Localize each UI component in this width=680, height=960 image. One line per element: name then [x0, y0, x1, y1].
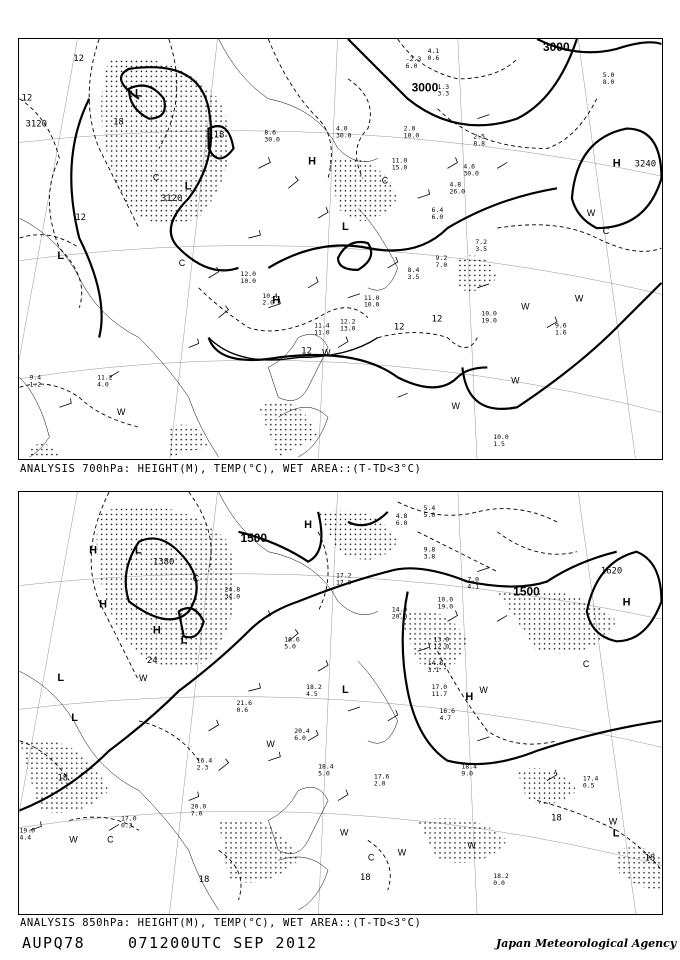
station-dewpoint-depression: 11.7 [431, 690, 448, 699]
system-marker: L [134, 87, 142, 100]
station-temp: 8.4 [407, 265, 420, 274]
station-dewpoint-depression: 8.0 [602, 77, 615, 86]
chart-id: AUPQ78 [22, 934, 86, 952]
station-temp: 4.0 [336, 124, 348, 133]
temp-label: 12 [75, 213, 87, 224]
station-temp: 2.0 [403, 124, 416, 133]
station-temp: 20.4 [294, 726, 310, 735]
system-marker: L [71, 711, 78, 724]
system-marker: W [69, 834, 78, 845]
system-marker: W [340, 827, 349, 838]
system-marker: L [612, 827, 620, 840]
system-marker: C [192, 573, 200, 584]
system-marker: H [272, 294, 281, 307]
system-marker: L [134, 544, 142, 557]
station-temp: 7.0 [467, 575, 480, 584]
system-marker: L [57, 249, 65, 262]
station-dewpoint-depression: 19.0 [437, 602, 454, 611]
station-dewpoint-depression: 10.0 [403, 131, 420, 140]
system-marker: H [99, 598, 108, 611]
station-temp: 24.8 [224, 585, 241, 594]
temp-label: 12 [431, 314, 443, 325]
temp-label: 18 [359, 873, 371, 884]
system-marker: H [622, 596, 631, 609]
height-label: 1380 [152, 557, 175, 568]
height-label: 3000 [543, 39, 570, 54]
station-temp: 10.0 [481, 309, 497, 318]
station-dewpoint-depression: 11.0 [314, 328, 330, 337]
station-dewpoint-depression: 9.0 [461, 769, 474, 778]
station-temp: 11.0 [391, 156, 408, 165]
height-label: 1500 [240, 530, 268, 545]
station-temp: 5.4 [423, 503, 436, 512]
station-dewpoint-depression: 3.5 [475, 244, 488, 253]
station-temp: 18.2 [306, 683, 322, 692]
station-dewpoint-depression: 3.1 [427, 666, 440, 675]
station-temp: 14.0 [391, 605, 408, 614]
station-temp: 17.0 [431, 683, 448, 692]
station-dewpoint-depression: 15.0 [391, 163, 408, 172]
system-marker: W [451, 401, 460, 412]
station-dewpoint-depression: 6.0 [395, 518, 408, 527]
station-temp: 21.6 [236, 698, 253, 707]
system-marker: C [107, 834, 114, 845]
panel-caption-700hpa: ANALYSIS 700hPa: HEIGHT(M), TEMP(°C), WET AREA::(T-TD<3°C) [20, 463, 422, 475]
station-temp: 4.8 [449, 180, 462, 189]
system-marker: W [511, 375, 520, 386]
wet-areas [29, 54, 497, 457]
height-label: 3000 [411, 80, 439, 95]
station-temp: 10.4 [262, 291, 278, 300]
height-label: 3120 [25, 119, 48, 130]
station-dewpoint-depression: 1.5 [493, 440, 505, 449]
height-label: 1500 [513, 584, 540, 599]
station-dewpoint-depression: 13.0 [340, 324, 356, 333]
station-dewpoint-depression: 3.5 [407, 272, 420, 281]
station-dewpoint-depression: 20.0 [391, 612, 408, 621]
station-temp: 18.4 [318, 762, 334, 771]
station-temp: 17.4 [582, 774, 599, 783]
system-marker: W [322, 347, 331, 358]
station-dewpoint-depression: 1.2 [29, 380, 42, 389]
station-temp: 5.0 [602, 70, 615, 79]
station-temp: 1.3 [437, 82, 450, 91]
map-850hpa-svg [19, 492, 662, 914]
system-marker: W [266, 738, 275, 749]
station-temp: 19.0 [19, 826, 36, 835]
temp-label: 12 [21, 93, 33, 104]
station-dewpoint-depression: 4.0 [97, 380, 109, 389]
station-temp: 17.0 [121, 814, 137, 823]
station-dewpoint-depression: 10.0 [363, 300, 380, 309]
station-temp: 2.5 [473, 132, 486, 141]
station-dewpoint-depression: 4.4 [19, 833, 32, 842]
station-temp: 8.6 [264, 128, 277, 137]
height-label: 1620 [600, 566, 623, 577]
station-temp: 13.0 [433, 635, 450, 644]
system-marker: C [152, 172, 160, 183]
station-dewpoint-depression: 4.7 [439, 713, 452, 722]
station-temp: 11.2 [97, 373, 113, 382]
station-temp: 9.2 [435, 253, 448, 262]
station-temp: 4.1 [427, 46, 440, 55]
station-temp: 12.2 [340, 317, 356, 326]
station-dewpoint-depression: 1.6 [554, 328, 567, 337]
system-marker: H [89, 544, 98, 557]
system-marker: C [178, 257, 186, 268]
system-marker: H [152, 624, 161, 637]
temp-label: 18 [113, 117, 124, 128]
station-temp: 16.4 [196, 756, 213, 765]
station-temp: 17.2 [336, 571, 352, 580]
system-marker: L [341, 684, 349, 697]
system-marker: C [602, 226, 610, 237]
station-temp: 20.0 [190, 802, 207, 811]
system-marker: H [304, 518, 313, 531]
height-label: 3120 [160, 194, 183, 205]
height-label: 3240 [634, 159, 657, 170]
station-dewpoint-depression: 30.0 [463, 169, 479, 178]
system-marker: W [608, 816, 618, 827]
station-dewpoint-depression: 30.0 [264, 135, 280, 144]
station-dewpoint-depression: 19.0 [481, 316, 497, 325]
system-marker: W [117, 407, 126, 418]
station-dewpoint-depression: 17.0 [336, 578, 352, 587]
system-marker: L [180, 634, 188, 647]
station-dewpoint-depression: 30.0 [336, 131, 352, 140]
system-marker: L [206, 129, 214, 142]
temp-label: 18 [57, 773, 69, 784]
station-dewpoint-depression: 4.1 [467, 582, 480, 591]
station-temp: 12.0 [240, 269, 257, 278]
panel-caption-850hpa: ANALYSIS 850hPa: HEIGHT(M), TEMP(°C), WET AREA::(T-TD<3°C) [20, 917, 422, 929]
system-marker: L [57, 672, 65, 685]
station-temp: 9.4 [29, 373, 42, 382]
map-panel-700hpa [18, 38, 663, 460]
station-dewpoint-depression: 10.0 [240, 276, 257, 285]
station-temp: 11.0 [363, 293, 380, 302]
station-temp: 6.4 [431, 206, 444, 215]
temp-label: 18 [198, 875, 210, 886]
station-temp: 18.2 [493, 872, 509, 881]
station-dewpoint-depression: 5.0 [318, 769, 330, 778]
temp-label: 12 [301, 346, 312, 357]
station-dewpoint-depression: 6.0 [431, 213, 444, 222]
system-marker: W [397, 847, 407, 858]
station-temp: 11.4 [314, 321, 330, 330]
temp-label: 18 [551, 813, 562, 824]
station-dewpoint-depression: 2.3 [196, 763, 209, 772]
map-panel-850hpa [18, 491, 663, 915]
station-dewpoint-depression: 7.0 [435, 260, 448, 269]
temp-label: 18 [644, 853, 656, 864]
system-marker: W [521, 301, 530, 312]
temp-label: 18 [213, 130, 225, 141]
station-dewpoint-depression: 5.0 [284, 642, 296, 651]
system-marker: L [184, 180, 192, 193]
system-marker: H [612, 157, 621, 170]
station-dewpoint-depression: 0.5 [582, 781, 595, 790]
station-dewpoint-depression: 0.0 [493, 879, 505, 888]
station-dewpoint-depression: 0.6 [236, 705, 249, 714]
station-temp: 17.6 [373, 772, 390, 781]
system-marker: C [367, 852, 375, 863]
station-dewpoint-depression: 2.0 [262, 298, 275, 307]
system-marker: C [582, 659, 590, 670]
station-dewpoint-depression: 0.6 [427, 53, 440, 62]
station-dewpoint-depression: 12.0 [433, 642, 450, 651]
station-temp: 18.4 [461, 762, 477, 771]
system-marker: W [574, 293, 584, 304]
station-dewpoint-depression: 7.0 [190, 809, 203, 818]
station-dewpoint-depression: 26.0 [449, 187, 466, 196]
station-temp: 4.8 [395, 511, 408, 520]
temp-label: 24 [146, 656, 158, 667]
system-marker: H [308, 155, 317, 168]
station-dewpoint-depression: 6.0 [294, 733, 306, 742]
station-dewpoint-depression: 4.5 [306, 690, 318, 699]
station-temp: -2.3 [405, 54, 422, 63]
map-700hpa-svg [19, 39, 662, 459]
system-marker: W [586, 208, 596, 219]
temp-label: 12 [393, 322, 405, 333]
station-temp: 7.2 [475, 238, 488, 247]
station-dewpoint-depression: 34.0 [224, 592, 241, 601]
station-dewpoint-depression: 3.3 [437, 89, 450, 98]
station-dewpoint-depression: 6.0 [405, 61, 418, 70]
station-dewpoint-depression: 2.0 [373, 779, 386, 788]
station-temp: 16.6 [439, 706, 456, 715]
station-temp: 9.6 [554, 321, 567, 330]
station-temp: 10.0 [437, 595, 454, 604]
station-temp: 9.8 [423, 545, 436, 554]
system-marker: L [341, 221, 349, 234]
station-temp: 14.8 [427, 659, 444, 668]
station-dewpoint-depression: 3.8 [423, 552, 436, 561]
system-marker: C [381, 175, 389, 186]
system-marker: H [465, 691, 474, 704]
station-temp: 10.0 [493, 433, 509, 442]
system-marker: W [138, 673, 148, 684]
station-dewpoint-depression: 0.3 [121, 821, 133, 830]
station-temp: 4.6 [463, 162, 476, 171]
system-marker: W [479, 685, 488, 696]
temp-label: 12 [73, 53, 85, 64]
station-temp: 16.6 [284, 635, 300, 644]
height-contours [71, 39, 661, 412]
agency-credit: Japan Meteorological Agency [496, 937, 677, 950]
station-dewpoint-depression: 5.0 [423, 510, 436, 519]
station-dewpoint-depression: 8.8 [473, 139, 486, 148]
valid-time: 071200UTC SEP 2012 [128, 934, 318, 952]
system-marker: W [467, 840, 476, 851]
